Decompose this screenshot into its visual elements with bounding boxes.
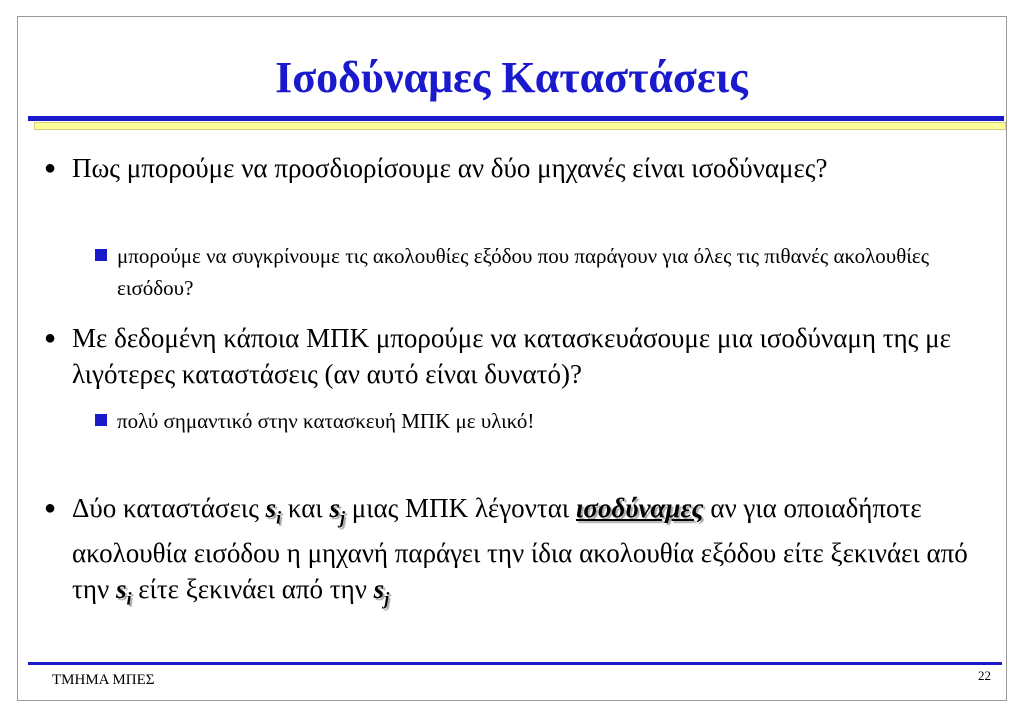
state-sj: $s_j$ (373, 574, 390, 609)
bullet-3-text-a: Δύο καταστάσεις (72, 493, 266, 523)
bullet-3-text-d: αν για οποιαδήποτε ακολουθία εισόδου η μηχανή παράγει την ίδια ακολουθία εξόδου είτε ξεκινάει από την (72, 493, 968, 605)
bullet-2-text: Με δεδομένη κάποια ΜΠΚ μπορούμε να κατασκευάσουμε μια ισοδύναμη της με λιγότερες καταστάσεις (αν αυτό είναι δυνατό)? (72, 323, 951, 389)
sub-bullet-1 (117, 240, 987, 304)
slide-title: Ισοδύναμες Καταστάσεις (275, 53, 748, 102)
footer-label: ΤΜΗΜΑ ΜΠΕΣ (52, 672, 155, 688)
bullet-dot-icon: ● (44, 327, 57, 349)
bullet-2 (44, 320, 992, 392)
bullet-3-text-b: και (281, 493, 330, 523)
bullet-1 (44, 150, 992, 186)
bullet-dot-icon: ● (44, 497, 57, 519)
page-number: 22 (978, 668, 991, 683)
bullet-3-text-e: είτε ξεκινάει από την (131, 574, 374, 605)
title-underline (28, 116, 1004, 121)
bullet-3-text-c: μιας ΜΠΚ λέγονται (344, 493, 576, 523)
square-bullet-icon (95, 414, 107, 426)
state-sj: $s_j$ (329, 493, 345, 528)
bullet-1-text: Πως μπορούμε να προσδιορίσουμε αν δύο μηχανές είναι ισοδύναμες? (72, 153, 828, 183)
state-si: $s_i$ (115, 574, 132, 609)
equivalent-term: ισοδύναμες (575, 493, 704, 523)
sub-bullet-2 (117, 405, 987, 437)
bullet-dot-icon: ● (44, 157, 57, 179)
state-si: $s_i$ (265, 493, 282, 528)
sub-bullet-1-text: μπορούμε να συγκρίνουμε τις ακολουθίες εξόδου που παράγουν για όλες τις πιθανές ακολουθίες εισόδου? (117, 244, 930, 300)
bullet-3 (44, 490, 977, 617)
title-highlight-bar (34, 122, 1006, 130)
square-bullet-icon (95, 249, 107, 261)
sub-bullet-2-text: πολύ σημαντικό στην κατασκευή ΜΠΚ με υλικό! (117, 409, 535, 433)
footer-rule (28, 662, 1002, 665)
